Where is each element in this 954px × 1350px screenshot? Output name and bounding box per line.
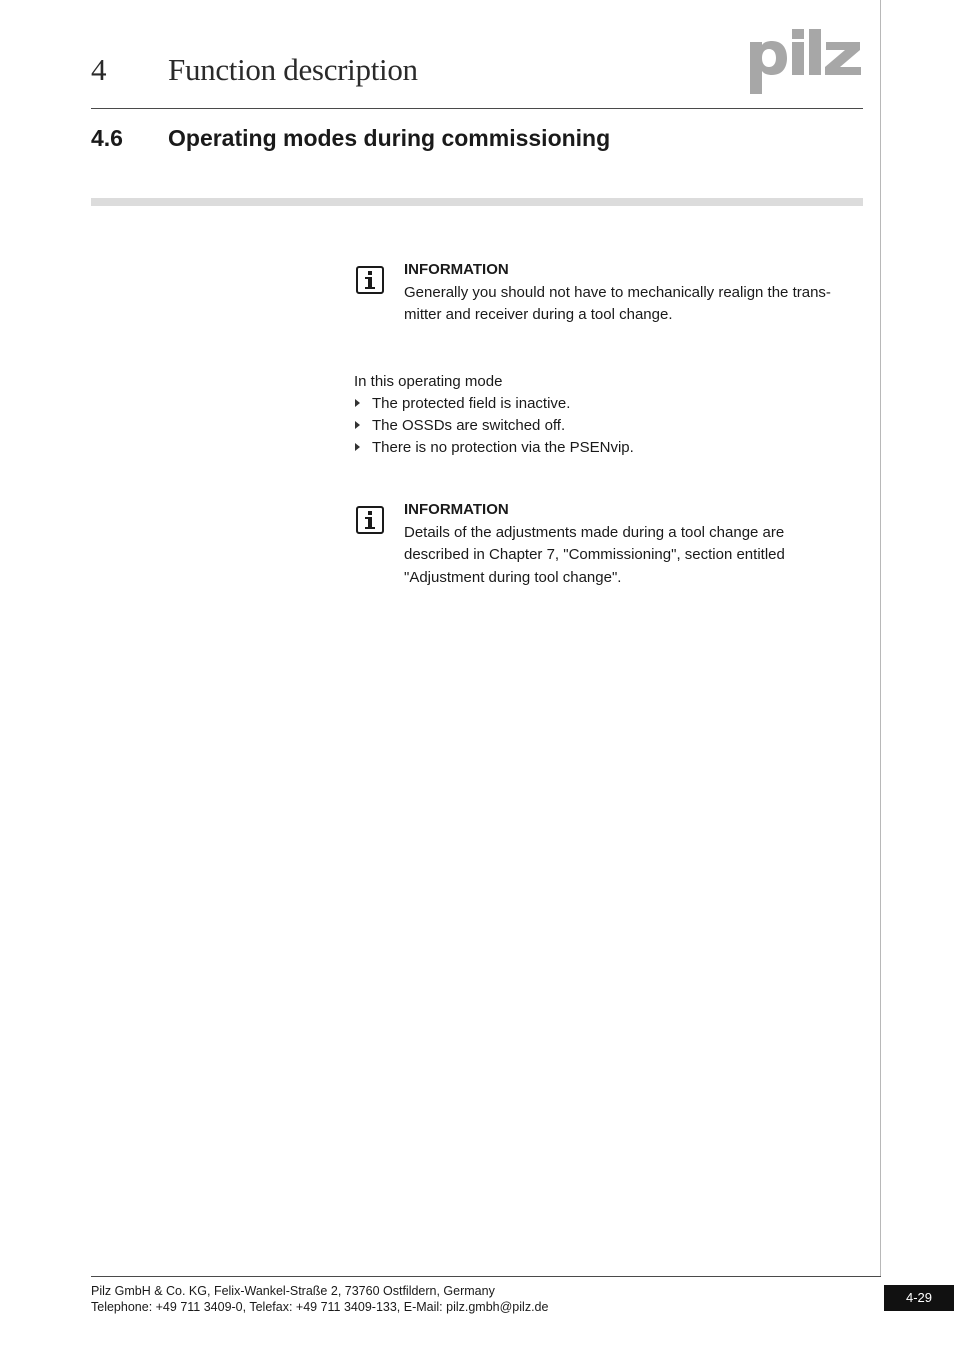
info-box-2-line-2: described in Chapter 7, "Commissioning", section entitled xyxy=(404,546,785,563)
chapter-number: 4 xyxy=(91,52,107,87)
pilz-logo xyxy=(748,28,864,94)
section-number: 4.6 xyxy=(91,125,123,151)
info-icon xyxy=(356,266,384,294)
footer-line-2: Telephone: +49 711 3409-0, Telefax: +49 711 3409-133, E-Mail: pilz.gmbh@pilz.de xyxy=(91,1300,549,1314)
info-box-1-line-2: mitter and receiver during a tool change. xyxy=(404,306,673,323)
footer-rule xyxy=(91,1276,881,1277)
bullet-item-1 xyxy=(354,393,634,415)
bullet-item-2-text: The OSSDs are switched off. xyxy=(372,417,566,434)
info-box-2-icon xyxy=(356,506,384,539)
info-box-2 xyxy=(404,499,866,589)
page-number: 4-29 xyxy=(884,1285,954,1311)
info-box-1-heading: INFORMATION xyxy=(404,261,509,278)
info-box-1-line-1: Generally you should not have to mechanically realign the trans- xyxy=(404,283,831,301)
body-intro: In this operating mode xyxy=(354,373,503,390)
info-icon xyxy=(356,506,384,534)
info-box-2-line-1: Details of the adjustments made during a tool change are xyxy=(404,523,785,541)
chapter-title: Function description xyxy=(168,52,418,87)
triangle-right-icon xyxy=(354,437,372,459)
footer-address xyxy=(91,1283,548,1315)
body-section xyxy=(354,371,634,459)
section-title: Operating modes during commissioning xyxy=(168,125,611,151)
info-box-1 xyxy=(404,259,866,327)
triangle-right-icon xyxy=(354,393,372,415)
info-box-2-heading: INFORMATION xyxy=(404,501,509,518)
bullet-item-1-text: The protected field is inactive. xyxy=(372,395,571,412)
info-box-1-icon xyxy=(356,266,384,299)
section-divider-bar xyxy=(91,198,863,206)
triangle-right-icon xyxy=(354,415,372,437)
bullet-item-2 xyxy=(354,415,634,437)
footer-line-1: Pilz GmbH & Co. KG, Felix-Wankel-Straße 2, 73760 Ostfildern, Germany xyxy=(91,1284,495,1298)
page-right-rule xyxy=(880,0,881,1277)
header-rule xyxy=(91,108,863,109)
info-box-2-line-3: "Adjustment during tool change". xyxy=(404,568,622,586)
bullet-item-3-text: There is no protection via the PSENvip. xyxy=(372,439,634,456)
bullet-item-3 xyxy=(354,437,634,459)
